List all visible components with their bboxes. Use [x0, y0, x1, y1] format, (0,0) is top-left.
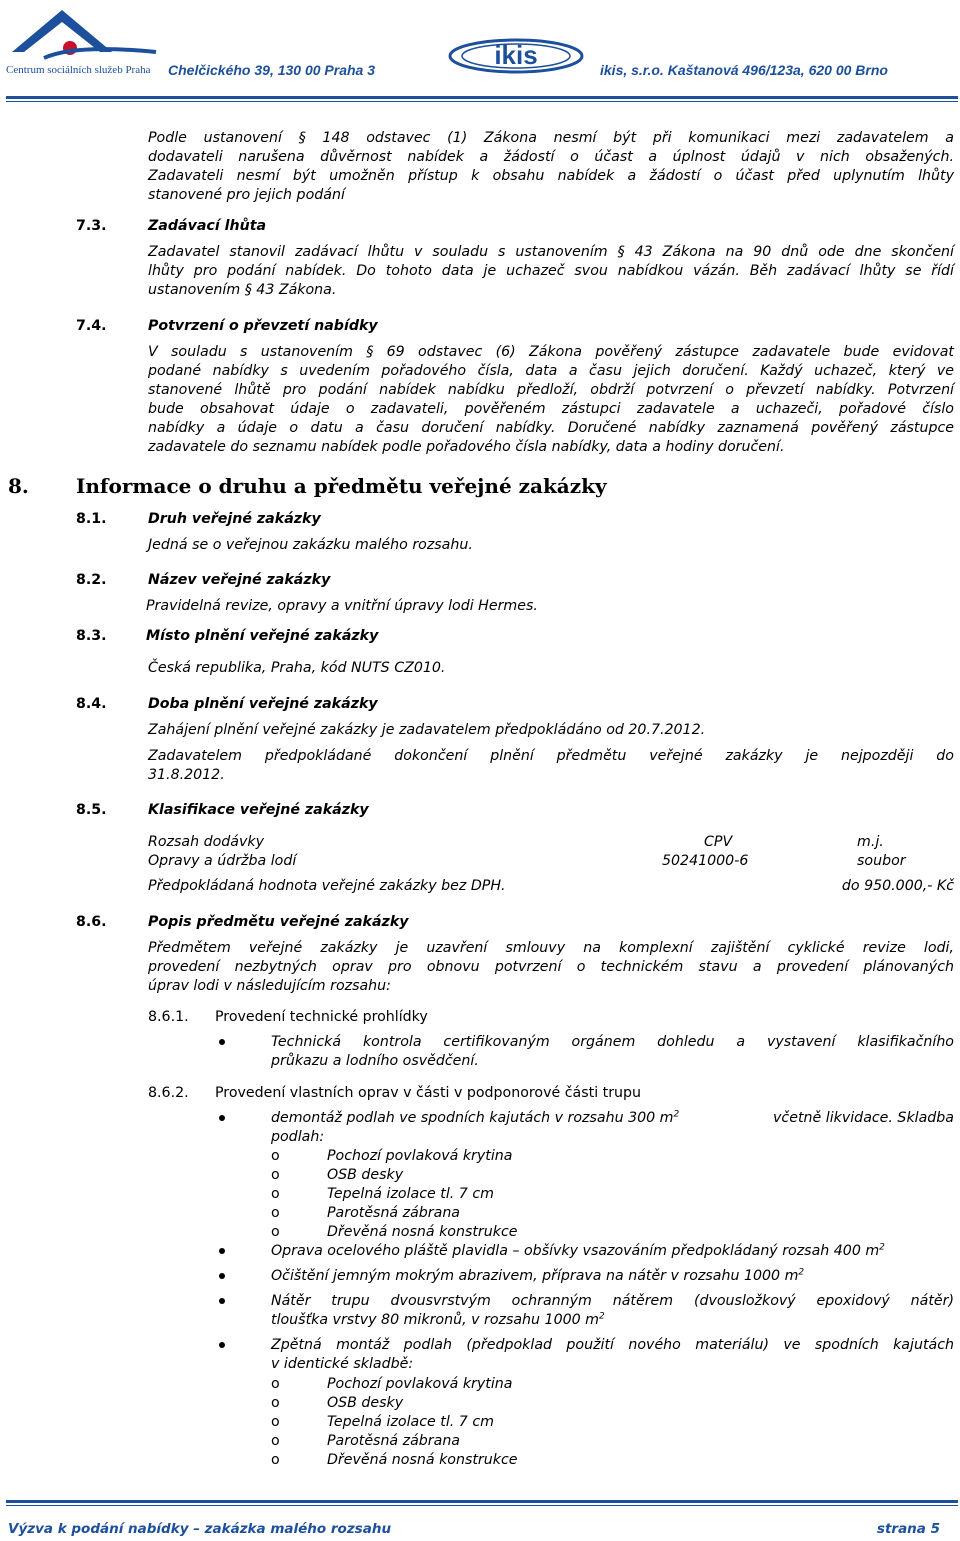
sublist-item [271, 1166, 517, 1185]
circle-bullet-icon: o [271, 1376, 280, 1392]
sublist-item-text: Pochozí povlaková krytina [327, 1376, 513, 1392]
estimated-value-amount: do 950.000,- Kč [841, 878, 954, 894]
text-part: Očištění jemným mokrým abrazivem, příprava na nátěr v rozsahu 1000 m [271, 1268, 799, 1284]
intro-line: stanovené pro jejich podání [148, 187, 345, 203]
sublist-item [271, 1147, 517, 1166]
section-7-4-text [148, 343, 954, 457]
bullet-icon [219, 1342, 225, 1348]
sublist-item-text: OSB desky [327, 1167, 404, 1183]
section-8-5-number: 8.5. [76, 802, 107, 818]
section-8-2-number: 8.2. [76, 572, 107, 588]
section-8-4-number: 8.4. [76, 696, 107, 712]
classification-header-cpv: CPV [704, 834, 733, 850]
sublist-item [271, 1223, 517, 1242]
circle-bullet-icon: o [271, 1452, 280, 1468]
sublist-item [271, 1413, 517, 1432]
sublist-item-text: Pochozí povlaková krytina [327, 1148, 513, 1164]
section-8-3-title: Místo plnění veřejné zakázky [146, 628, 379, 644]
sublist-item-text: Dřevěná nosná konstrukce [327, 1224, 518, 1240]
section-8-1-title: Druh veřejné zakázky [148, 511, 321, 527]
section-7-3-title: Zadávací lhůta [148, 218, 267, 234]
ikis-logo [446, 34, 586, 78]
subsection-8-6-2-number: 8.6.2. [148, 1085, 189, 1101]
ikis-logo-text: ikis [494, 40, 538, 70]
page-number: strana 5 [876, 1521, 940, 1537]
bullet-icon [219, 1039, 225, 1045]
intro-line: dodavateli narušena důvěrnost nabídek a žádostí o účast a úplnost údajů v nich obsažených. [148, 149, 954, 165]
bullet-item [271, 1109, 954, 1147]
sublist-item-text: Parotěsná zábrana [327, 1433, 461, 1449]
section-8-1-text: Jedná se o veřejnou zakázku malého rozsahu. [148, 537, 473, 553]
superscript: 2 [598, 1311, 605, 1322]
classification-header-scope: Rozsah dodávky [148, 834, 264, 850]
section-8-4-text [148, 721, 954, 785]
header-rule [6, 96, 958, 99]
text-line: Předmětem veřejné zakázky je uzavření smlouvy na komplexní zajištění cyklické revize lodi, [148, 940, 954, 956]
css-praha-logo [4, 4, 160, 84]
text-part: tloušťka vrstvy 80 mikronů, v rozsahu 1000 m [271, 1312, 599, 1328]
text-line: Zadavatel stanovil zadávací lhůtu v souladu s ustanovením § 43 Zákona na 90 dnů ode dne skončení [148, 244, 954, 260]
classification-row-unit: soubor [857, 853, 906, 869]
text-line: Zpětná montáž podlah (předpoklad použití nového materiálu) ve spodních kajutách [271, 1337, 954, 1353]
section-7-3-text [148, 243, 954, 300]
header [0, 0, 960, 100]
bullet-icon [219, 1273, 225, 1279]
text-line: úprav lodi v následujícím rozsahu: [148, 978, 391, 994]
bullet-icon [219, 1115, 225, 1121]
house-logo-icon [4, 4, 160, 62]
section-7-4-number: 7.4. [76, 318, 107, 334]
bullet-item [271, 1336, 954, 1374]
circle-bullet-icon: o [271, 1205, 280, 1221]
logo1-text: Centrum sociálních služeb Praha [6, 64, 151, 76]
sublist-item [271, 1432, 517, 1451]
text-line: zadavatele do seznamu nabídek podle pořadového čísla nabídky, data a hodiny doručení. [148, 439, 785, 455]
text-part: Oprava ocelového pláště plavidla – obšívky vsazováním předpokládaný rozsah 400 m [271, 1243, 880, 1259]
bullet-item [271, 1242, 885, 1261]
sublist [271, 1147, 517, 1242]
section-8-3-text: Česká republika, Praha, kód NUTS CZ010. [148, 660, 446, 676]
section-8-4-title: Doba plnění veřejné zakázky [148, 696, 378, 712]
text-line: provedení nezbytných oprav pro obnovu potvrzení o technickém stavu a provedení plánovaných [148, 959, 954, 975]
sublist-item [271, 1204, 517, 1223]
bullet-icon [219, 1248, 225, 1254]
bullet-icon [219, 1298, 225, 1304]
footer-title: Výzva k podání nabídky – zakázka malého rozsahu [8, 1521, 392, 1537]
subsection-8-6-1-title: Provedení technické prohlídky [215, 1009, 428, 1025]
bullet-item [271, 1292, 954, 1330]
sublist-item-text: Dřevěná nosná konstrukce [327, 1452, 518, 1468]
superscript: 2 [673, 1109, 680, 1120]
circle-bullet-icon: o [271, 1148, 280, 1164]
text-line [271, 1311, 954, 1330]
footer-rule [6, 1500, 958, 1503]
text-line: průkazu a lodního osvědčení. [271, 1053, 479, 1069]
text-line: bude obsahovat údaje o zadavateli, pověřeném zástupci zadavatele a uchazeči, pořadové číslo [148, 401, 954, 417]
section-8-5-title: Klasifikace veřejné zakázky [148, 802, 369, 818]
header-rule-thin [6, 101, 958, 102]
circle-bullet-icon: o [271, 1224, 280, 1240]
text-line: V souladu s ustanovením § 69 odstavec (6) Zákona pověřený zástupce zadavatele bude evidovat [148, 344, 954, 360]
text-line: podlah: [271, 1129, 325, 1145]
text-line: lhůty pro podání nabídek. Do tohoto data je uchazeč svou nabídkou vázán. Běh zadávací lhůty se řídí [148, 263, 954, 279]
text-line: ustanovením § 43 Zákona. [148, 282, 337, 298]
header-address-1: Chelčického 39, 130 00 Praha 3 [168, 62, 376, 78]
intro-paragraph [148, 129, 954, 205]
section-7-3-number: 7.3. [76, 218, 107, 234]
section-8-6-text [148, 939, 954, 996]
sublist-item [271, 1375, 517, 1394]
text-line: v identické skladbě: [271, 1356, 414, 1372]
section-8-title: Informace o druhu a předmětu veřejné zakázky [76, 474, 607, 498]
sublist [271, 1375, 517, 1470]
superscript: 2 [879, 1242, 885, 1253]
header-address-2: ikis, s.r.o. Kaštanová 496/123a, 620 00 Brno [600, 62, 888, 78]
circle-bullet-icon: o [271, 1414, 280, 1430]
text-line: 31.8.2012. [148, 767, 225, 783]
text-line: Nátěr trupu dvousvrstvým ochranným nátěrem (dvousložkový epoxidový nátěr) [271, 1293, 954, 1309]
circle-bullet-icon: o [271, 1395, 280, 1411]
classification-row-cpv: 50241000-6 [662, 853, 749, 869]
sublist-item-text: OSB desky [327, 1395, 404, 1411]
circle-bullet-icon: o [271, 1167, 280, 1183]
circle-bullet-icon: o [271, 1186, 280, 1202]
section-8-6-title: Popis předmětu veřejné zakázky [148, 914, 409, 930]
classification-row-name: Opravy a údržba lodí [148, 853, 297, 869]
section-8-number: 8. [8, 474, 29, 498]
text-line: stanovené lhůtě pro podání nabídek nabídku předloží, obdrží potvrzení o převzetí nabídky. Potvrzení [148, 382, 954, 398]
section-8-2-text: Pravidelná revize, opravy a vnitřní úpravy lodi Hermes. [146, 598, 538, 614]
subsection-8-6-2-title: Provedení vlastních oprav v části v podponorové části trupu [215, 1085, 642, 1101]
sublist-item-text: Tepelná izolace tl. 7 cm [327, 1186, 494, 1202]
subsection-8-6-1-number: 8.6.1. [148, 1009, 189, 1025]
sublist-item-text: Tepelná izolace tl. 7 cm [327, 1414, 494, 1430]
section-7-4-title: Potvrzení o převzetí nabídky [148, 318, 378, 334]
bullet-item [271, 1033, 954, 1071]
text-line: Technická kontrola certifikovaným orgánem dohledu a vystavení klasifikačního [271, 1034, 954, 1050]
intro-line: Zadavateli nesmí být umožněn přístup k obsahu nabídek a žádostí o účast před uplynutím lhůty [148, 168, 954, 184]
section-8-3-number: 8.3. [76, 628, 107, 644]
sublist-item [271, 1394, 517, 1413]
sublist-item [271, 1185, 517, 1204]
section-8-1-number: 8.1. [76, 511, 107, 527]
text-line: Zahájení plnění veřejné zakázky je zadavatelem předpokládáno od 20.7.2012. [148, 722, 706, 738]
text-line: nabídky a údaje o datu a času doručení nabídky. Doručené nabídky zaznamená pověřený zástupce [148, 420, 954, 436]
text-part: včetně likvidace. Skladba [773, 1110, 954, 1126]
text-line [271, 1109, 954, 1128]
circle-bullet-icon: o [271, 1433, 280, 1449]
section-8-6-number: 8.6. [76, 914, 107, 930]
bullet-item [271, 1267, 804, 1286]
text-line: podané nabídky s uvedením pořadového čísla, data a času jejich doručení. Každý uchazeč, který ve [148, 363, 954, 379]
superscript: 2 [798, 1267, 805, 1278]
section-8-2-title: Název veřejné zakázky [148, 572, 331, 588]
intro-line: Podle ustanovení § 148 odstavec (1) Zákona nesmí být při komunikaci mezi zadavatelem a [148, 130, 954, 146]
estimated-value-label: Předpokládaná hodnota veřejné zakázky bez DPH. [148, 878, 506, 894]
sublist-item [271, 1451, 517, 1470]
text-part: demontáž podlah ve spodních kajutách v rozsahu 300 m [271, 1110, 674, 1126]
text-line: Zadavatelem předpokládané dokončení plnění předmětu veřejné zakázky je nejpozději do [148, 748, 954, 764]
sublist-item-text: Parotěsná zábrana [327, 1205, 461, 1221]
classification-header-unit: m.j. [857, 834, 884, 850]
footer-rule-thin [6, 1505, 958, 1506]
